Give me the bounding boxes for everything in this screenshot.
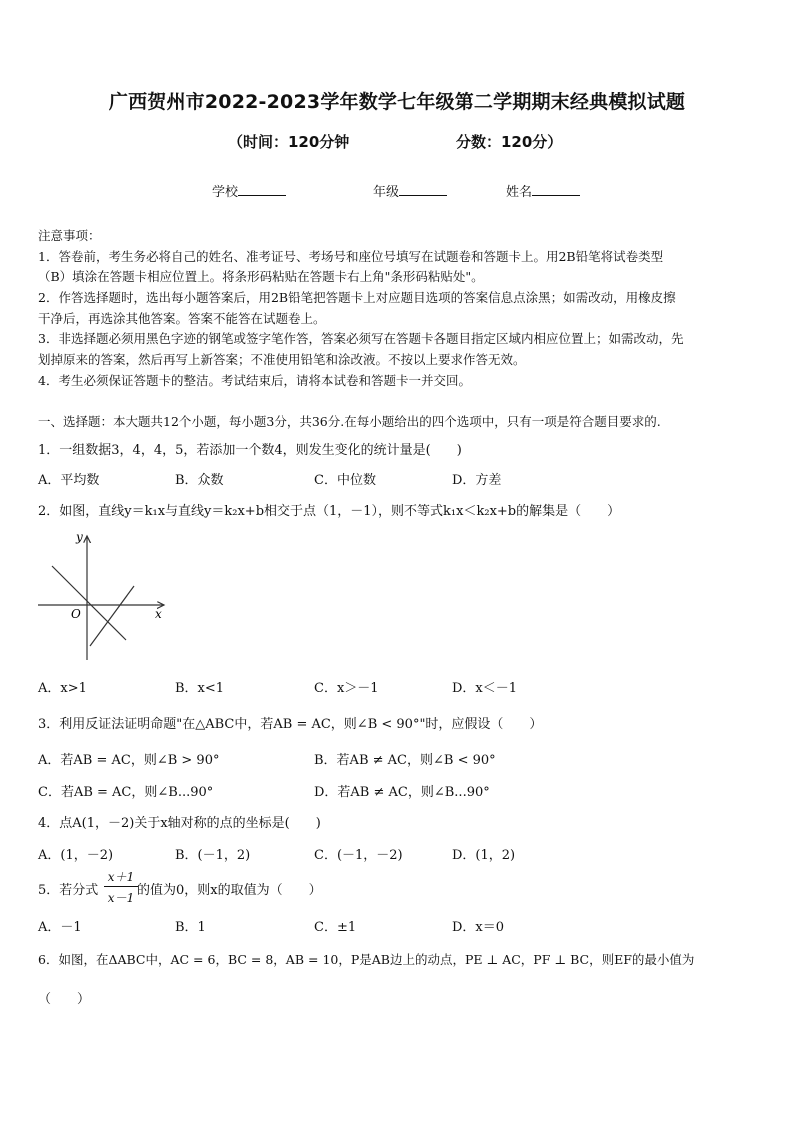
q2-option-b[interactable]: B．x<1 bbox=[175, 681, 225, 696]
q1-option-b[interactable]: B．众数 bbox=[175, 473, 224, 488]
q5-option-a[interactable]: A．－1 bbox=[38, 920, 82, 935]
q3-option-b[interactable]: B．若AB ≠ AC，则∠B < 90° bbox=[314, 753, 496, 768]
q1-option-c[interactable]: C．中位数 bbox=[314, 473, 376, 488]
q1-option-d[interactable]: D．方差 bbox=[452, 473, 502, 488]
question-6-paren: （ ） bbox=[38, 992, 91, 1007]
grade-label: 年级 bbox=[373, 185, 400, 200]
q5-denominator: x－1 bbox=[107, 891, 135, 905]
q2-option-d[interactable]: D．x＜－1 bbox=[452, 681, 518, 696]
q4-option-c[interactable]: C．(－1，－2) bbox=[314, 848, 403, 863]
exam-time: （时间：120分钟 bbox=[228, 133, 350, 151]
exam-score: 分数：120分） bbox=[456, 133, 563, 151]
question-6-stem: 6．如图，在ΔABC中，AC = 6，BC = 8，AB = 10，P是AB边上的动点，PE ⊥ AC，PF ⊥ BC，则EF的最小值为 bbox=[38, 952, 695, 967]
note-line: 1．答卷前，考生务必将自己的姓名、准考证号、考场号和座位号填写在试题卷和答题卡上。用2B铅笔将试卷类型 bbox=[38, 249, 664, 264]
q3-option-c[interactable]: C．若AB = AC，则∠B...90° bbox=[38, 785, 214, 800]
q5-numerator: x＋1 bbox=[104, 868, 138, 887]
q3-option-a[interactable]: A．若AB = AC，则∠B > 90° bbox=[38, 753, 220, 768]
q5-option-d[interactable]: D．x＝0 bbox=[452, 920, 505, 935]
school-label: 学校 bbox=[212, 185, 239, 200]
q2-graph bbox=[34, 526, 174, 666]
note-line: 4．考生必须保证答题卡的整洁。考试结束后，请将本试卷和答题卡一并交回。 bbox=[38, 373, 471, 388]
grade-blank[interactable] bbox=[399, 183, 447, 196]
q4-option-d[interactable]: D．(1，2) bbox=[452, 848, 516, 863]
q3-option-d[interactable]: D．若AB ≠ AC，则∠B...90° bbox=[314, 785, 490, 800]
q2-option-c[interactable]: C．x＞－1 bbox=[314, 681, 379, 696]
note-line: 划掉原来的答案，然后再写上新答案；不准使用铅笔和涂改液。不按以上要求作答无效。 bbox=[38, 352, 526, 367]
question-1-stem: 1．一组数据3，4，4，5，若添加一个数4，则发生变化的统计量是( ) bbox=[38, 443, 462, 458]
note-line: 3．非选择题必须用黑色字迹的钢笔或签字笔作答，答案必须写在答题卡各题目指定区域内相应位置上；如需改动，先 bbox=[38, 331, 684, 346]
name-blank[interactable] bbox=[532, 183, 580, 196]
y-axis-label: y bbox=[76, 530, 83, 544]
notes-heading: 注意事项： bbox=[38, 228, 101, 243]
name-field bbox=[506, 181, 580, 200]
origin-label: O bbox=[71, 607, 81, 621]
note-line: （B）填涂在答题卡相应位置上。将条形码粘贴在答题卡右上角"条形码粘贴处"。 bbox=[38, 269, 484, 284]
school-blank[interactable] bbox=[238, 183, 286, 196]
note-line: 干净后，再选涂其他答案。答案不能答在试题卷上。 bbox=[38, 311, 326, 326]
q5-fraction bbox=[104, 868, 138, 906]
page-title: 广西贺州市2022-2023学年数学七年级第二学期期末经典模拟试题 bbox=[108, 91, 686, 113]
question-5-stem-before: 5．若分式 bbox=[38, 883, 99, 898]
line-y-k1x bbox=[52, 566, 126, 640]
q1-option-a[interactable]: A．平均数 bbox=[38, 473, 100, 488]
question-4-stem: 4．点A(1，－2)关于x轴对称的点的坐标是( ) bbox=[38, 816, 321, 831]
q5-option-b[interactable]: B．1 bbox=[175, 920, 206, 935]
q2-option-a[interactable]: A．x>1 bbox=[38, 681, 87, 696]
grade-field bbox=[373, 181, 447, 200]
school-field bbox=[212, 181, 286, 200]
q4-option-a[interactable]: A．(1，－2) bbox=[38, 848, 114, 863]
note-line: 2．作答选择题时，选出每小题答案后，用2B铅笔把答题卡上对应题目选项的答案信息点涂黑；如需改动，用橡皮擦 bbox=[38, 290, 676, 305]
x-axis-label: x bbox=[155, 607, 162, 621]
q5-option-c[interactable]: C．±1 bbox=[314, 920, 357, 935]
q4-option-b[interactable]: B．(－1，2) bbox=[175, 848, 251, 863]
question-5-stem-after: 的值为0，则x的取值为（ ） bbox=[137, 883, 322, 898]
question-2-stem: 2．如图，直线y＝k₁x与直线y＝k₂x+b相交于点（1，－1），则不等式k₁x＜k₂x+b的解集是（ ） bbox=[38, 504, 621, 519]
line-y-k2x-b bbox=[90, 586, 134, 646]
name-label: 姓名 bbox=[506, 185, 533, 200]
section-heading: 一、选择题：本大题共12个小题，每小题3分，共36分.在每小题给出的四个选项中，只有一项是符合题目要求的. bbox=[38, 414, 661, 429]
question-3-stem: 3．利用反证法证明命题"在△ABC中，若AB = AC，则∠B < 90°"时，应假设（ ） bbox=[38, 717, 543, 732]
